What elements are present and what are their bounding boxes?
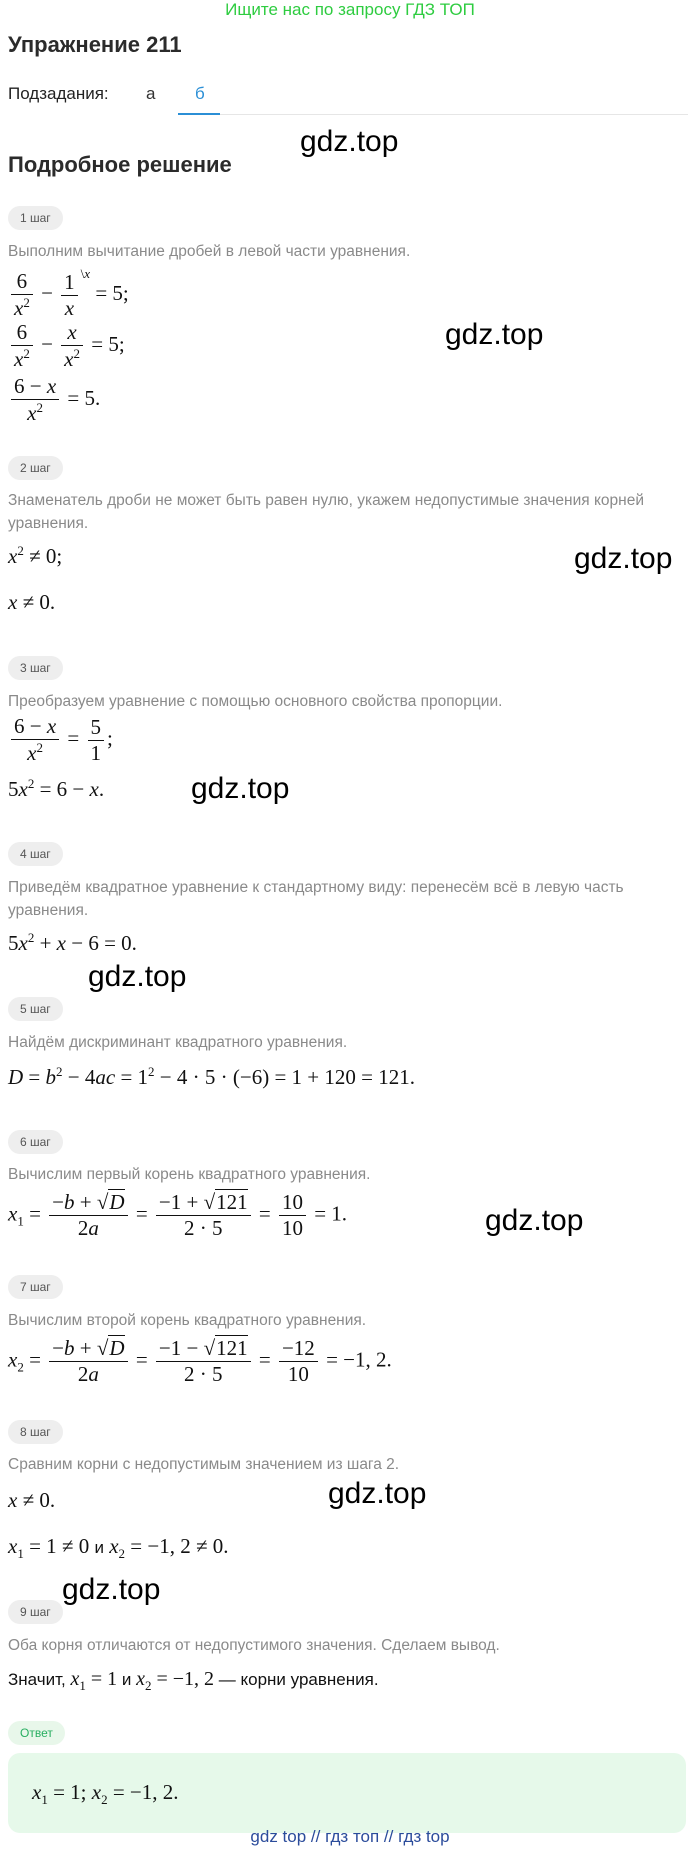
tab-a[interactable]: а [146,84,156,103]
watermark: gdz.top [574,542,673,575]
step-badge: 3 шаг [8,656,63,680]
equation: $x^2 \ne 0$; [8,543,63,568]
section-title: Подробное решение [8,152,232,177]
equation: $5x^2 = 6 - x$. [8,776,105,801]
top-banner[interactable]: Ищите нас по запросу ГДЗ ТОП [225,0,475,19]
watermark: gdz.top [62,1573,161,1606]
watermark: gdz.top [300,125,399,158]
step-badge: 5 шаг [8,997,63,1021]
answer-equation: $x_1 = 1$; $x_2 = -1$, 2. [32,1780,179,1808]
active-tab-indicator [178,113,220,115]
equation: $x_1$ = $\frac{-b + √D}{2a}$ = $\frac{-1 + √121}{2 \cdot 5}$ = $\frac{10}{10}$ = 1. [8,1190,348,1240]
step-text: Оба корня отличаются от недопустимого значения. Сделаем вывод. [8,1637,500,1654]
watermark: gdz.top [328,1477,427,1510]
equation: $\frac{6}{x^2}$ − $\frac{1}{x}$ $^{\backslash x}$ = 5; [8,266,129,321]
subtasks-label: Подзадания: [8,84,109,103]
step-text: Приведём квадратное уравнение к стандартному виду: перенесём всё в левую часть уравнения. [8,879,624,919]
equation: $5x^2 + x - 6 = 0$. [8,930,137,955]
step-text: Вычислим первый корень квадратного уравнения. [8,1166,371,1183]
conjunction: и [94,1538,104,1557]
page-title: Упражнение 211 [8,32,182,57]
step-text: Преобразуем уравнение с помощью основного свойства пропорции. [8,693,503,710]
equation: $\frac{6}{x^2}$ − $\frac{x}{x^2}$ = 5; [8,320,125,372]
step-badge: 6 шаг [8,1130,63,1154]
step-badge: 9 шаг [8,1600,63,1624]
equation: x ≠ 0. [8,590,56,614]
equation: $\frac{6 - x}{x^2}$ = 5. [8,374,100,426]
equation: $D = b^2 - 4ac = 1^2 - 4 \cdot 5 \cdot (-6) = 1 + 120 = 121$. [8,1064,415,1089]
step-text: Вычислим второй корень квадратного уравнения. [8,1312,367,1329]
footer-links[interactable]: gdz top // гдз топ // гдз top [250,1827,450,1846]
equation: $x_2$ = $\frac{-b + √D}{2a}$ = $\frac{-1 - √121}{2 \cdot 5}$ = $\frac{-12}{10}$ = −1, 2. [8,1336,392,1386]
equation: $x_1 = 1 \ne 0$ и $x_2 = -1$, 2 ≠ 0. [8,1534,229,1562]
tabs-divider [178,114,688,115]
conclusion-middle: и [121,1670,132,1689]
equation: $\frac{6 - x}{x^2}$ = $\frac{5}{1}$ ; [8,714,113,766]
watermark: gdz.top [191,772,290,805]
step-badge: 2 шаг [8,456,63,480]
conclusion-suffix: — корни уравнения. [218,1670,379,1689]
step-text: Найдём дискриминант квадратного уравнения. [8,1034,348,1051]
watermark: gdz.top [445,318,544,351]
tab-b[interactable]: б [195,84,205,103]
step-text: Сравним корни с недопустимым значением из шага 2. [8,1456,400,1473]
watermark: gdz.top [485,1204,584,1237]
conclusion: Значит, $x_1 = 1$ и $x_2 = -1$, 2 — корни уравнения. [8,1668,379,1693]
watermark: gdz.top [88,960,187,993]
step-badge: 7 шаг [8,1275,63,1299]
equation: x ≠ 0. [8,1488,56,1512]
step-badge: 4 шаг [8,842,63,866]
step-badge: 1 шаг [8,206,63,230]
conclusion-prefix: Значит, [8,1670,66,1689]
step-badge: 8 шаг [8,1420,63,1444]
step-text: Выполним вычитание дробей в левой части уравнения. [8,243,411,260]
answer-badge: Ответ [8,1721,65,1745]
step-text: Знаменатель дроби не может быть равен нулю, укажем недопустимые значения корней уравнения. [8,492,644,532]
